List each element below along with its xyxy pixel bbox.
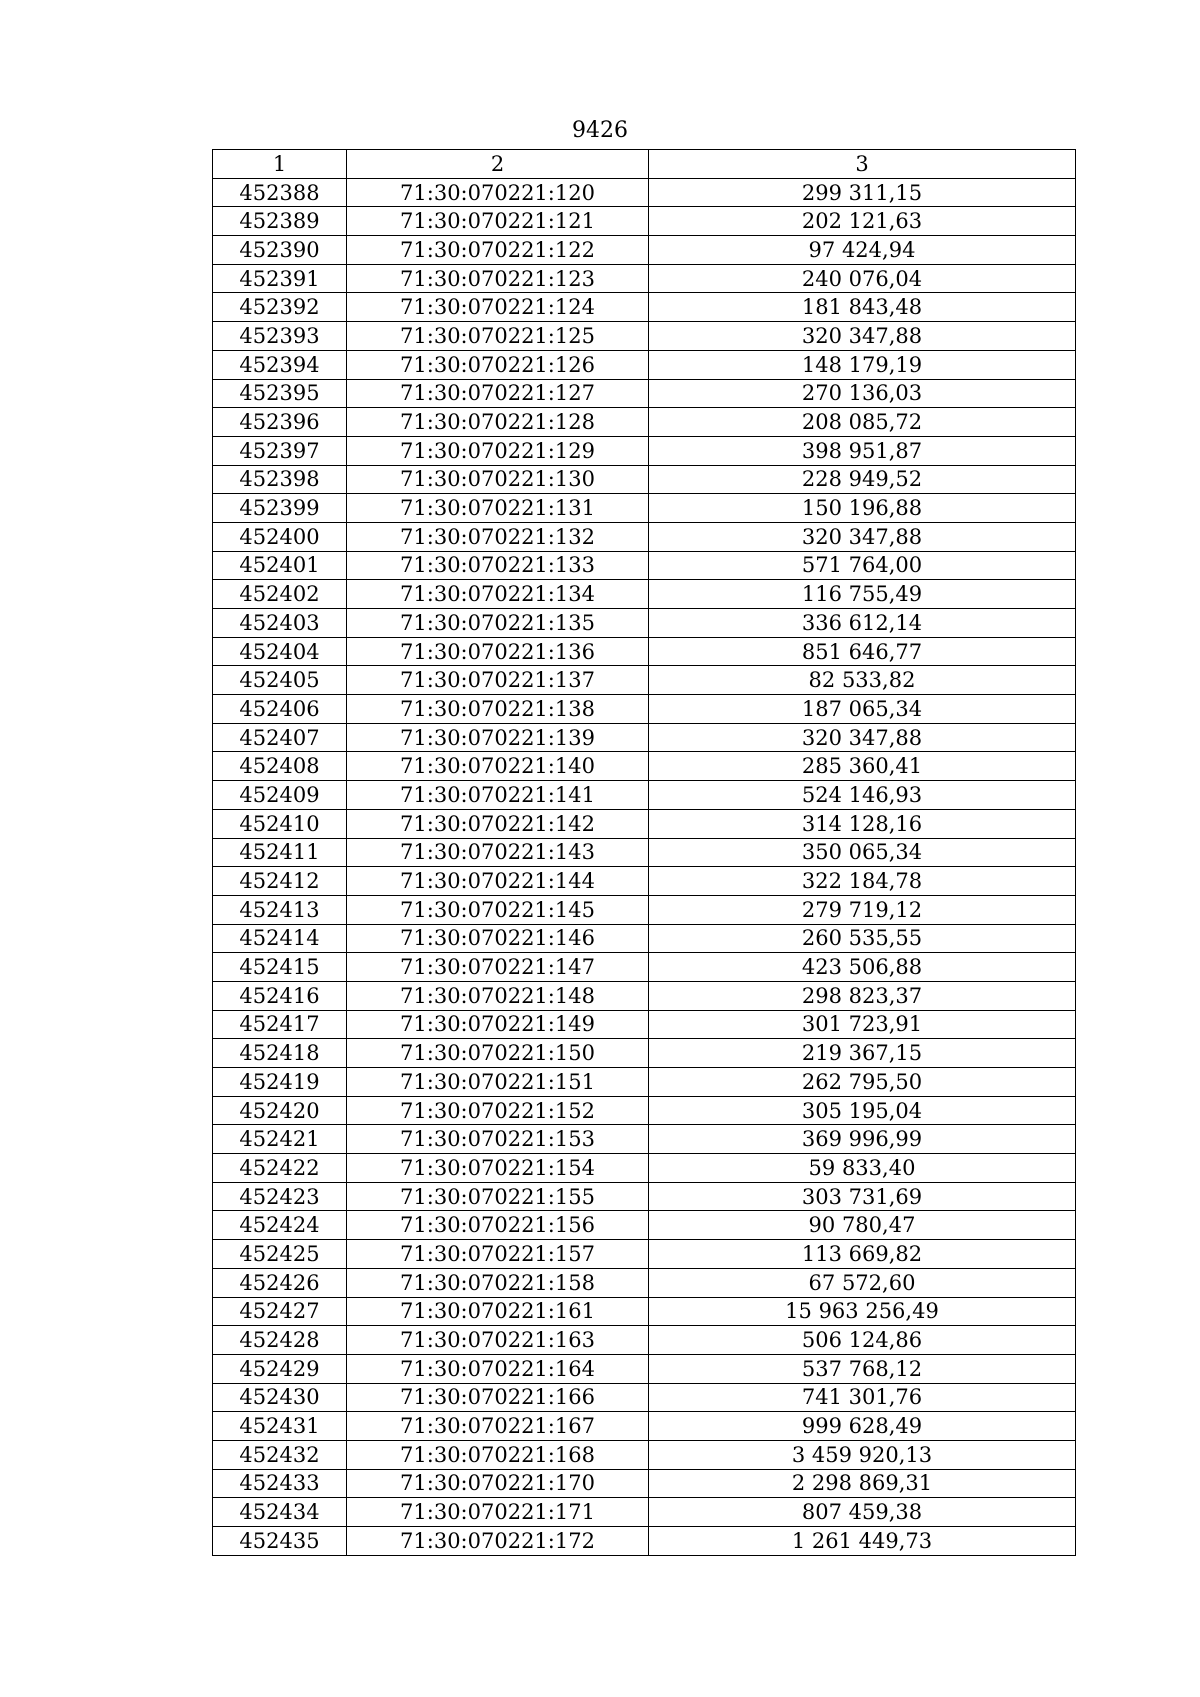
row-number-cell: 452428 bbox=[213, 1326, 347, 1355]
cadastral-number-cell: 71:30:070221:137 bbox=[347, 666, 649, 695]
cadastral-number-cell: 71:30:070221:125 bbox=[347, 322, 649, 351]
cadastral-number-cell: 71:30:070221:148 bbox=[347, 981, 649, 1010]
table-row bbox=[213, 522, 1076, 551]
value-cell: 303 731,69 bbox=[649, 1182, 1076, 1211]
cadastral-number-cell: 71:30:070221:164 bbox=[347, 1354, 649, 1383]
value-cell: 2 298 869,31 bbox=[649, 1469, 1076, 1498]
cadastral-number-cell: 71:30:070221:134 bbox=[347, 580, 649, 609]
table-row bbox=[213, 609, 1076, 638]
cadastral-number-cell: 71:30:070221:142 bbox=[347, 809, 649, 838]
table-row bbox=[213, 723, 1076, 752]
row-number-cell: 452389 bbox=[213, 207, 347, 236]
row-number-cell: 452408 bbox=[213, 752, 347, 781]
row-number-cell: 452433 bbox=[213, 1469, 347, 1498]
cadastral-number-cell: 71:30:070221:135 bbox=[347, 609, 649, 638]
column-header-1: 1 bbox=[213, 150, 347, 179]
row-number-cell: 452403 bbox=[213, 609, 347, 638]
row-number-cell: 452425 bbox=[213, 1240, 347, 1269]
header-row bbox=[213, 150, 1076, 179]
row-number-cell: 452414 bbox=[213, 924, 347, 953]
cadastral-number-cell: 71:30:070221:147 bbox=[347, 953, 649, 982]
table-row bbox=[213, 1326, 1076, 1355]
value-cell: 322 184,78 bbox=[649, 867, 1076, 896]
table-row bbox=[213, 838, 1076, 867]
table-body bbox=[213, 178, 1076, 1555]
row-number-cell: 452412 bbox=[213, 867, 347, 896]
table-row bbox=[213, 1412, 1076, 1441]
row-number-cell: 452423 bbox=[213, 1182, 347, 1211]
value-cell: 279 719,12 bbox=[649, 895, 1076, 924]
column-header-3: 3 bbox=[649, 150, 1076, 179]
cadastral-number-cell: 71:30:070221:161 bbox=[347, 1297, 649, 1326]
value-cell: 336 612,14 bbox=[649, 609, 1076, 638]
table-row bbox=[213, 1297, 1076, 1326]
row-number-cell: 452434 bbox=[213, 1498, 347, 1527]
cadastral-number-cell: 71:30:070221:155 bbox=[347, 1182, 649, 1211]
value-cell: 202 121,63 bbox=[649, 207, 1076, 236]
row-number-cell: 452406 bbox=[213, 695, 347, 724]
cadastral-number-cell: 71:30:070221:166 bbox=[347, 1383, 649, 1412]
value-cell: 15 963 256,49 bbox=[649, 1297, 1076, 1326]
row-number-cell: 452410 bbox=[213, 809, 347, 838]
value-cell: 524 146,93 bbox=[649, 781, 1076, 810]
row-number-cell: 452427 bbox=[213, 1297, 347, 1326]
row-number-cell: 452407 bbox=[213, 723, 347, 752]
value-cell: 148 179,19 bbox=[649, 350, 1076, 379]
row-number-cell: 452424 bbox=[213, 1211, 347, 1240]
table-row bbox=[213, 1010, 1076, 1039]
table-row bbox=[213, 436, 1076, 465]
table-row bbox=[213, 1039, 1076, 1068]
value-cell: 262 795,50 bbox=[649, 1068, 1076, 1097]
value-cell: 260 535,55 bbox=[649, 924, 1076, 953]
table-row bbox=[213, 178, 1076, 207]
cadastral-number-cell: 71:30:070221:143 bbox=[347, 838, 649, 867]
table-row bbox=[213, 1498, 1076, 1527]
value-cell: 506 124,86 bbox=[649, 1326, 1076, 1355]
cadastral-number-cell: 71:30:070221:172 bbox=[347, 1527, 649, 1556]
cadastral-number-cell: 71:30:070221:149 bbox=[347, 1010, 649, 1039]
page-number: 9426 bbox=[572, 118, 628, 143]
row-number-cell: 452401 bbox=[213, 551, 347, 580]
table-row bbox=[213, 1182, 1076, 1211]
table-row bbox=[213, 1527, 1076, 1556]
cadastral-number-cell: 71:30:070221:158 bbox=[347, 1268, 649, 1297]
cadastral-number-cell: 71:30:070221:170 bbox=[347, 1469, 649, 1498]
table-row bbox=[213, 1268, 1076, 1297]
cadastral-number-cell: 71:30:070221:139 bbox=[347, 723, 649, 752]
row-number-cell: 452392 bbox=[213, 293, 347, 322]
data-table bbox=[212, 149, 1076, 1556]
cadastral-number-cell: 71:30:070221:140 bbox=[347, 752, 649, 781]
value-cell: 240 076,04 bbox=[649, 264, 1076, 293]
cadastral-number-cell: 71:30:070221:171 bbox=[347, 1498, 649, 1527]
table-row bbox=[213, 1354, 1076, 1383]
table-row bbox=[213, 1440, 1076, 1469]
row-number-cell: 452430 bbox=[213, 1383, 347, 1412]
table-row bbox=[213, 236, 1076, 265]
value-cell: 228 949,52 bbox=[649, 465, 1076, 494]
row-number-cell: 452415 bbox=[213, 953, 347, 982]
row-number-cell: 452394 bbox=[213, 350, 347, 379]
value-cell: 150 196,88 bbox=[649, 494, 1076, 523]
cadastral-number-cell: 71:30:070221:131 bbox=[347, 494, 649, 523]
table-row bbox=[213, 695, 1076, 724]
cadastral-number-cell: 71:30:070221:122 bbox=[347, 236, 649, 265]
value-cell: 90 780,47 bbox=[649, 1211, 1076, 1240]
row-number-cell: 452429 bbox=[213, 1354, 347, 1383]
value-cell: 537 768,12 bbox=[649, 1354, 1076, 1383]
table-row bbox=[213, 350, 1076, 379]
cadastral-number-cell: 71:30:070221:167 bbox=[347, 1412, 649, 1441]
row-number-cell: 452398 bbox=[213, 465, 347, 494]
cadastral-number-cell: 71:30:070221:127 bbox=[347, 379, 649, 408]
table-row bbox=[213, 666, 1076, 695]
value-cell: 270 136,03 bbox=[649, 379, 1076, 408]
cadastral-number-cell: 71:30:070221:168 bbox=[347, 1440, 649, 1469]
value-cell: 113 669,82 bbox=[649, 1240, 1076, 1269]
table-row bbox=[213, 752, 1076, 781]
cadastral-number-cell: 71:30:070221:157 bbox=[347, 1240, 649, 1269]
value-cell: 320 347,88 bbox=[649, 723, 1076, 752]
value-cell: 999 628,49 bbox=[649, 1412, 1076, 1441]
cadastral-number-cell: 71:30:070221:133 bbox=[347, 551, 649, 580]
value-cell: 285 360,41 bbox=[649, 752, 1076, 781]
table-row bbox=[213, 809, 1076, 838]
table-row bbox=[213, 953, 1076, 982]
value-cell: 350 065,34 bbox=[649, 838, 1076, 867]
row-number-cell: 452391 bbox=[213, 264, 347, 293]
cadastral-number-cell: 71:30:070221:126 bbox=[347, 350, 649, 379]
cadastral-number-cell: 71:30:070221:132 bbox=[347, 522, 649, 551]
value-cell: 305 195,04 bbox=[649, 1096, 1076, 1125]
table-row bbox=[213, 293, 1076, 322]
value-cell: 208 085,72 bbox=[649, 408, 1076, 437]
cadastral-number-cell: 71:30:070221:136 bbox=[347, 637, 649, 666]
value-cell: 807 459,38 bbox=[649, 1498, 1076, 1527]
value-cell: 423 506,88 bbox=[649, 953, 1076, 982]
cadastral-number-cell: 71:30:070221:130 bbox=[347, 465, 649, 494]
cadastral-number-cell: 71:30:070221:151 bbox=[347, 1068, 649, 1097]
table-row bbox=[213, 981, 1076, 1010]
value-cell: 320 347,88 bbox=[649, 322, 1076, 351]
value-cell: 298 823,37 bbox=[649, 981, 1076, 1010]
row-number-cell: 452399 bbox=[213, 494, 347, 523]
row-number-cell: 452432 bbox=[213, 1440, 347, 1469]
cadastral-number-cell: 71:30:070221:150 bbox=[347, 1039, 649, 1068]
table-row bbox=[213, 1096, 1076, 1125]
row-number-cell: 452404 bbox=[213, 637, 347, 666]
cadastral-number-cell: 71:30:070221:129 bbox=[347, 436, 649, 465]
row-number-cell: 452402 bbox=[213, 580, 347, 609]
row-number-cell: 452421 bbox=[213, 1125, 347, 1154]
table-row bbox=[213, 1240, 1076, 1269]
cadastral-number-cell: 71:30:070221:156 bbox=[347, 1211, 649, 1240]
row-number-cell: 452396 bbox=[213, 408, 347, 437]
table-row bbox=[213, 867, 1076, 896]
row-number-cell: 452390 bbox=[213, 236, 347, 265]
value-cell: 3 459 920,13 bbox=[649, 1440, 1076, 1469]
value-cell: 398 951,87 bbox=[649, 436, 1076, 465]
row-number-cell: 452426 bbox=[213, 1268, 347, 1297]
value-cell: 741 301,76 bbox=[649, 1383, 1076, 1412]
row-number-cell: 452413 bbox=[213, 895, 347, 924]
cadastral-number-cell: 71:30:070221:163 bbox=[347, 1326, 649, 1355]
cadastral-number-cell: 71:30:070221:120 bbox=[347, 178, 649, 207]
value-cell: 320 347,88 bbox=[649, 522, 1076, 551]
row-number-cell: 452416 bbox=[213, 981, 347, 1010]
value-cell: 571 764,00 bbox=[649, 551, 1076, 580]
table-row bbox=[213, 895, 1076, 924]
row-number-cell: 452409 bbox=[213, 781, 347, 810]
table-row bbox=[213, 494, 1076, 523]
table-row bbox=[213, 322, 1076, 351]
row-number-cell: 452435 bbox=[213, 1527, 347, 1556]
table-row bbox=[213, 207, 1076, 236]
cadastral-number-cell: 71:30:070221:153 bbox=[347, 1125, 649, 1154]
value-cell: 851 646,77 bbox=[649, 637, 1076, 666]
table-row bbox=[213, 1068, 1076, 1097]
table-row bbox=[213, 379, 1076, 408]
value-cell: 314 128,16 bbox=[649, 809, 1076, 838]
row-number-cell: 452417 bbox=[213, 1010, 347, 1039]
value-cell: 59 833,40 bbox=[649, 1154, 1076, 1183]
cadastral-number-cell: 71:30:070221:121 bbox=[347, 207, 649, 236]
cadastral-number-cell: 71:30:070221:152 bbox=[347, 1096, 649, 1125]
table-row bbox=[213, 1154, 1076, 1183]
table-row bbox=[213, 264, 1076, 293]
row-number-cell: 452388 bbox=[213, 178, 347, 207]
value-cell: 187 065,34 bbox=[649, 695, 1076, 724]
value-cell: 67 572,60 bbox=[649, 1268, 1076, 1297]
value-cell: 1 261 449,73 bbox=[649, 1527, 1076, 1556]
value-cell: 301 723,91 bbox=[649, 1010, 1076, 1039]
cadastral-number-cell: 71:30:070221:144 bbox=[347, 867, 649, 896]
cadastral-number-cell: 71:30:070221:141 bbox=[347, 781, 649, 810]
row-number-cell: 452405 bbox=[213, 666, 347, 695]
cadastral-number-cell: 71:30:070221:146 bbox=[347, 924, 649, 953]
cadastral-number-cell: 71:30:070221:145 bbox=[347, 895, 649, 924]
value-cell: 116 755,49 bbox=[649, 580, 1076, 609]
table-header bbox=[213, 150, 1076, 179]
value-cell: 181 843,48 bbox=[649, 293, 1076, 322]
row-number-cell: 452420 bbox=[213, 1096, 347, 1125]
table-row bbox=[213, 1383, 1076, 1412]
cadastral-number-cell: 71:30:070221:124 bbox=[347, 293, 649, 322]
row-number-cell: 452393 bbox=[213, 322, 347, 351]
value-cell: 299 311,15 bbox=[649, 178, 1076, 207]
cadastral-number-cell: 71:30:070221:123 bbox=[347, 264, 649, 293]
table-row bbox=[213, 465, 1076, 494]
value-cell: 219 367,15 bbox=[649, 1039, 1076, 1068]
table-row bbox=[213, 408, 1076, 437]
cadastral-number-cell: 71:30:070221:128 bbox=[347, 408, 649, 437]
table-row bbox=[213, 1469, 1076, 1498]
table-row bbox=[213, 580, 1076, 609]
column-header-2: 2 bbox=[347, 150, 649, 179]
table-row bbox=[213, 551, 1076, 580]
table-row bbox=[213, 1125, 1076, 1154]
row-number-cell: 452422 bbox=[213, 1154, 347, 1183]
value-cell: 82 533,82 bbox=[649, 666, 1076, 695]
row-number-cell: 452411 bbox=[213, 838, 347, 867]
row-number-cell: 452431 bbox=[213, 1412, 347, 1441]
row-number-cell: 452395 bbox=[213, 379, 347, 408]
table-row bbox=[213, 781, 1076, 810]
table-row bbox=[213, 924, 1076, 953]
cadastral-number-cell: 71:30:070221:154 bbox=[347, 1154, 649, 1183]
cadastral-number-cell: 71:30:070221:138 bbox=[347, 695, 649, 724]
row-number-cell: 452397 bbox=[213, 436, 347, 465]
value-cell: 97 424,94 bbox=[649, 236, 1076, 265]
row-number-cell: 452400 bbox=[213, 522, 347, 551]
row-number-cell: 452419 bbox=[213, 1068, 347, 1097]
table-row bbox=[213, 1211, 1076, 1240]
value-cell: 369 996,99 bbox=[649, 1125, 1076, 1154]
row-number-cell: 452418 bbox=[213, 1039, 347, 1068]
table-row bbox=[213, 637, 1076, 666]
